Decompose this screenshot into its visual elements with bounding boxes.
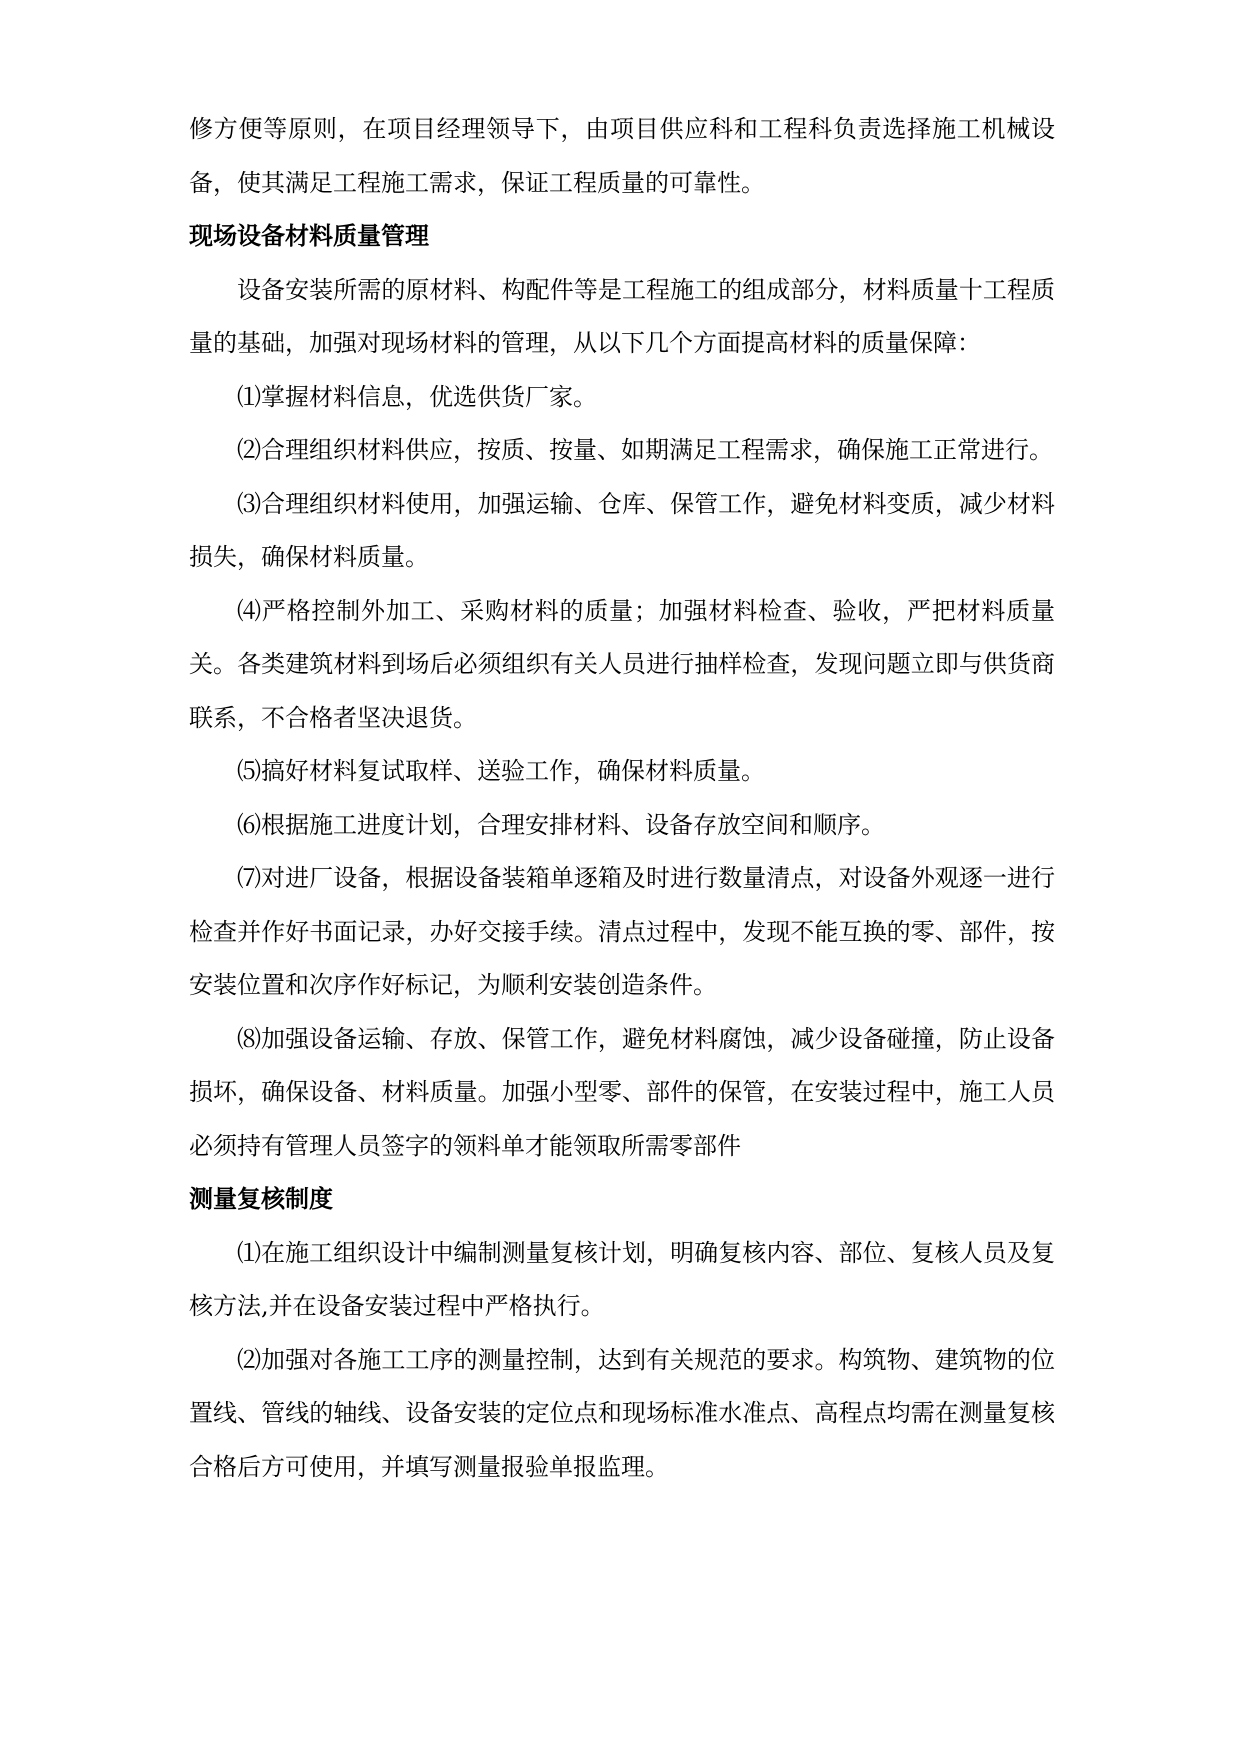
list-item: ⑻加强设备运输、存放、保管工作，避免材料腐蚀，减少设备碰撞，防止设备损坏，确保设备、材料质量。加强小型零、部件的保管，在安装过程中，施工人员必须持有管理人员签字的领料单才能领取所需零部件 [189,1024,1055,1160]
section-heading-material-quality: 现场设备材料质量管理 [189,222,429,250]
list-item: ⑸搞好材料复试取样、送验工作，确保材料质量。 [237,757,765,785]
list-item: ⑴在施工组织设计中编制测量复核计划，明确复核内容、部位、复核人员及复核方法,并在设备安装过程中严格执行。 [189,1238,1055,1320]
paragraph-continuation: 修方便等原则，在项目经理领导下，由项目供应科和工程科负责选择施工机械设备，使其满足工程施工需求，保证工程质量的可靠性。 [189,115,1055,197]
list-item: ⑷严格控制外加工、采购材料的质量；加强材料检查、验收，严把材料质量关。各类建筑材料到场后必须组织有关人员进行抽样检查，发现问题立即与供货商联系，不合格者坚决退货。 [189,596,1055,732]
list-item: ⑵加强对各施工工序的测量控制，达到有关规范的要求。构筑物、建筑物的位置线、管线的轴线、设备安装的定位点和现场标准水准点、高程点均需在测量复核合格后方可使用，并填写测量报验单报监理。 [189,1345,1055,1481]
paragraph-intro: 设备安装所需的原材料、构配件等是工程施工的组成部分，材料质量十工程质量的基础，加强对现场材料的管理，从以下几个方面提高材料的质量保障： [189,275,1055,357]
section-heading-survey-review: 测量复核制度 [189,1185,333,1213]
list-item: ⑴掌握材料信息，优选供货厂家。 [237,382,597,411]
list-item: ⑵合理组织材料供应，按质、按量、如期满足工程需求，确保施工正常进行。 [237,436,1053,464]
list-item: ⑹根据施工进度计划，合理安排材料、设备存放空间和顺序。 [237,810,885,839]
document-body [189,103,1055,1494]
list-item: ⑶合理组织材料使用，加强运输、仓库、保管工作，避免材料变质，减少材料损失，确保材料质量。 [189,489,1055,571]
list-item: ⑺对进厂设备，根据设备装箱单逐箱及时进行数量清点，对设备外观逐一进行检查并作好书面记录，办好交接手续。清点过程中，发现不能互换的零、部件，按安装位置和次序作好标记，为顺利安装创造条件。 [189,864,1055,999]
